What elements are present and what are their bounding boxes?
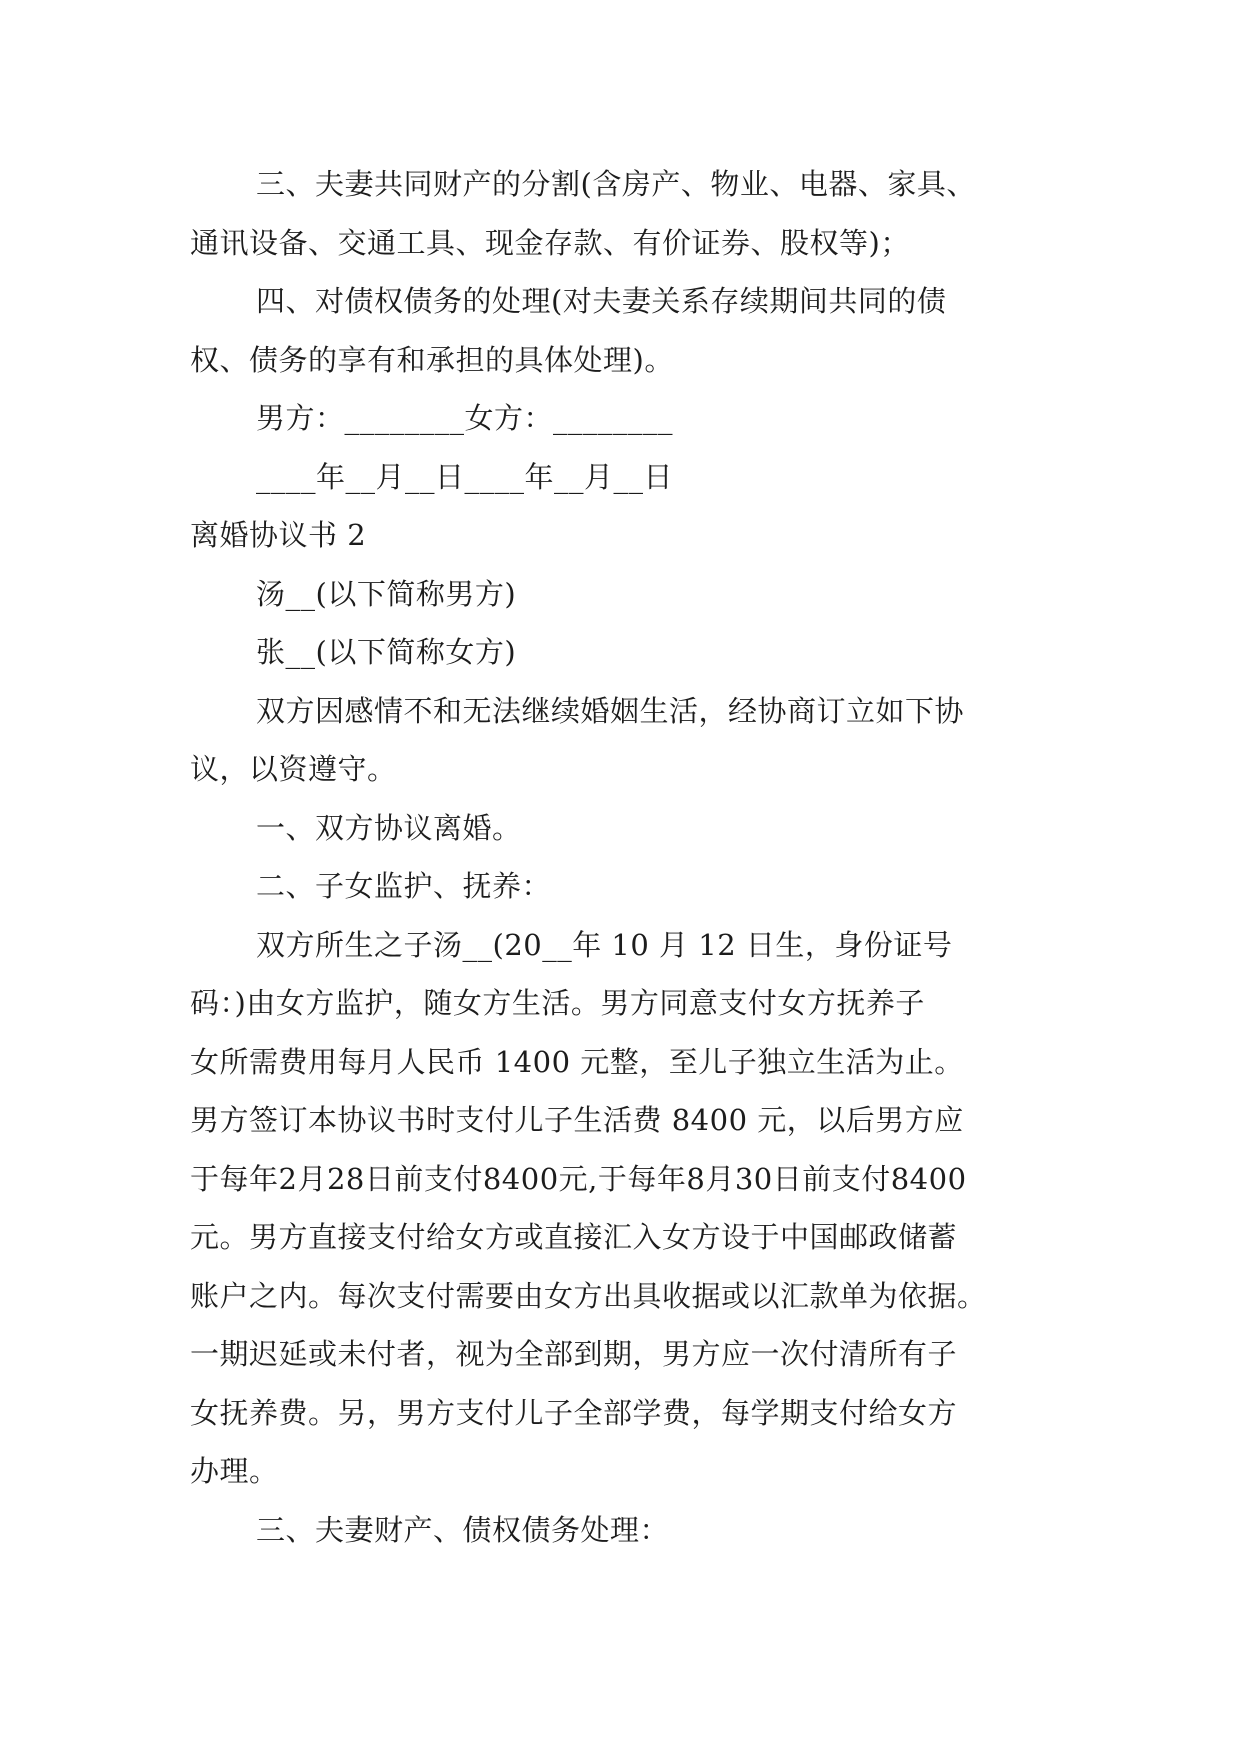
clause-heading: 三、夫妻财产、债权债务处理： <box>256 1512 670 1547</box>
text-line: 于每年2月28日前支付8400元,于每年8月30日前支付8400 <box>190 1161 967 1196</box>
party-male: 汤__(以下简称男方) <box>256 576 517 611</box>
text-line: 三、夫妻共同财产的分割(含房产、物业、电器、家具、 <box>256 167 976 201</box>
document-body <box>190 155 1062 1559</box>
text-line: 办理。 <box>190 1454 279 1488</box>
text-line: 议，以资遵守。 <box>190 752 397 786</box>
text-line: 元。男方直接支付给女方或直接汇入女方设于中国邮政储蓄 <box>190 1220 958 1254</box>
text-line: 权、债务的享有和承担的具体处理)。 <box>190 342 674 377</box>
text-line: 码：)由女方监护，随女方生活。男方同意支付女方抚养子 <box>190 986 925 1020</box>
text-line: 一期迟延或未付者，视为全部到期，男方应一次付清所有子 <box>190 1337 958 1371</box>
clause-heading: 一、双方协议离婚。 <box>256 810 522 845</box>
date-line: ____年__月__日____年__月__日 <box>256 459 674 494</box>
text-line: 账户之内。每次支付需要由女方出具收据或以汇款单为依据。 <box>190 1278 987 1313</box>
section-title: 离婚协议书 2 <box>190 518 367 552</box>
text-line: 四、对债权债务的处理(对夫妻关系存续期间共同的债 <box>256 284 947 318</box>
signature-line: 男方：________女方：________ <box>256 401 674 435</box>
text-line: 女抚养费。另，男方支付儿子全部学费，每学期支付给女方 <box>190 1395 958 1430</box>
text-line: 通讯设备、交通工具、现金存款、有价证券、股权等)； <box>190 225 910 260</box>
clause-heading: 二、子女监护、抚养： <box>256 869 552 903</box>
text-line: 双方所生之子汤__(20__年 10 月 12 日生，身份证号 <box>256 927 953 962</box>
text-line: 男方签订本协议书时支付儿子生活费 8400 元，以后男方应 <box>190 1103 964 1137</box>
text-line: 双方因感情不和无法继续婚姻生活，经协商订立如下协 <box>256 693 965 728</box>
party-female: 张__(以下简称女方) <box>256 635 517 669</box>
text-line: 女所需费用每月人民币 1400 元整，至儿子独立生活为止。 <box>190 1044 964 1079</box>
